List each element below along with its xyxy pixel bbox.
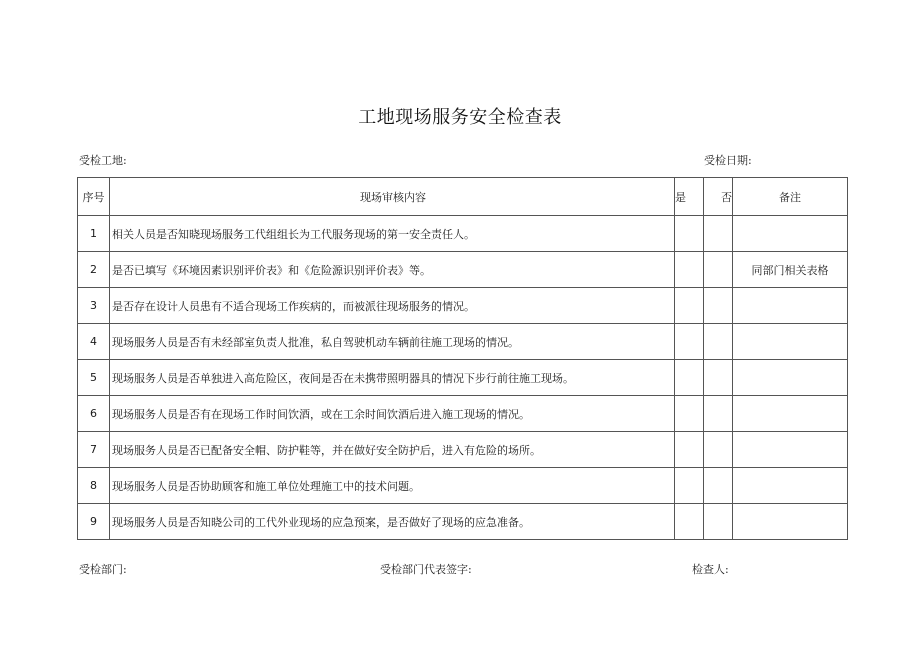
column-header-no: 否: [704, 178, 733, 216]
row-number: 2: [78, 252, 110, 288]
yes-cell[interactable]: [675, 468, 704, 504]
yes-cell[interactable]: [675, 216, 704, 252]
row-content: 相关人员是否知晓现场服务工代组组长为工代服务现场的第一安全责任人。: [110, 216, 675, 252]
row-number: 6: [78, 396, 110, 432]
remarks-cell[interactable]: [733, 468, 848, 504]
yes-cell[interactable]: [675, 252, 704, 288]
row-content: 现场服务人员是否单独进入高危险区，夜间是否在未携带照明器具的情况下步行前往施工现场。: [110, 360, 675, 396]
inspection-date-label: 受检日期:: [704, 154, 752, 167]
remarks-cell[interactable]: [733, 360, 848, 396]
checklist-table: [77, 177, 848, 540]
no-cell[interactable]: [704, 324, 733, 360]
yes-cell[interactable]: [675, 432, 704, 468]
yes-cell[interactable]: [675, 504, 704, 540]
row-number: 1: [78, 216, 110, 252]
inspected-site-label: 受检工地:: [79, 154, 127, 167]
yes-cell[interactable]: [675, 360, 704, 396]
row-number: 9: [78, 504, 110, 540]
table-row: [78, 252, 848, 288]
row-content: 现场服务人员是否已配备安全帽、防护鞋等，并在做好安全防护后，进入有危险的场所。: [110, 432, 675, 468]
row-number: 4: [78, 324, 110, 360]
no-cell[interactable]: [704, 432, 733, 468]
column-header-yes: 是: [675, 178, 704, 216]
table-row: [78, 504, 848, 540]
no-cell[interactable]: [704, 216, 733, 252]
remarks-cell[interactable]: [733, 396, 848, 432]
row-number: 7: [78, 432, 110, 468]
table-header-row: [78, 178, 848, 216]
remarks-cell[interactable]: [733, 324, 848, 360]
table-row: [78, 360, 848, 396]
table-row: [78, 468, 848, 504]
yes-cell[interactable]: [675, 324, 704, 360]
column-header-remarks: 备注: [733, 178, 848, 216]
no-cell[interactable]: [704, 396, 733, 432]
remarks-cell[interactable]: 同部门相关表格: [733, 252, 848, 288]
no-cell[interactable]: [704, 504, 733, 540]
table-row: [78, 432, 848, 468]
inspected-department-label: 受检部门:: [79, 563, 127, 576]
row-content: 是否存在设计人员患有不适合现场工作疾病的，而被派往现场服务的情况。: [110, 288, 675, 324]
row-content: 现场服务人员是否协助顾客和施工单位处理施工中的技术问题。: [110, 468, 675, 504]
table-row: [78, 216, 848, 252]
row-number: 5: [78, 360, 110, 396]
table-row: [78, 396, 848, 432]
yes-cell[interactable]: [675, 396, 704, 432]
remarks-cell[interactable]: [733, 432, 848, 468]
column-header-content: 现场审核内容: [110, 178, 675, 216]
row-content: 是否已填写《环境因素识别评价表》和《危险源识别评价表》等。: [110, 252, 675, 288]
row-content: 现场服务人员是否有在现场工作时间饮酒，或在工余时间饮酒后进入施工现场的情况。: [110, 396, 675, 432]
table-row: [78, 288, 848, 324]
table-row: [78, 324, 848, 360]
row-number: 8: [78, 468, 110, 504]
no-cell[interactable]: [704, 468, 733, 504]
remarks-cell[interactable]: [733, 504, 848, 540]
department-representative-signature-label: 受检部门代表签字:: [380, 563, 472, 576]
yes-cell[interactable]: [675, 288, 704, 324]
remarks-cell[interactable]: [733, 216, 848, 252]
page-title: 工地现场服务安全检查表: [358, 107, 562, 128]
no-cell[interactable]: [704, 252, 733, 288]
row-content: 现场服务人员是否有未经部室负责人批准，私自驾驶机动车辆前往施工现场的情况。: [110, 324, 675, 360]
remarks-cell[interactable]: [733, 288, 848, 324]
no-cell[interactable]: [704, 288, 733, 324]
no-cell[interactable]: [704, 360, 733, 396]
column-header-number: 序号: [78, 178, 110, 216]
inspector-label: 检查人:: [692, 563, 729, 576]
row-number: 3: [78, 288, 110, 324]
row-content: 现场服务人员是否知晓公司的工代外业现场的应急预案，是否做好了现场的应急准备。: [110, 504, 675, 540]
